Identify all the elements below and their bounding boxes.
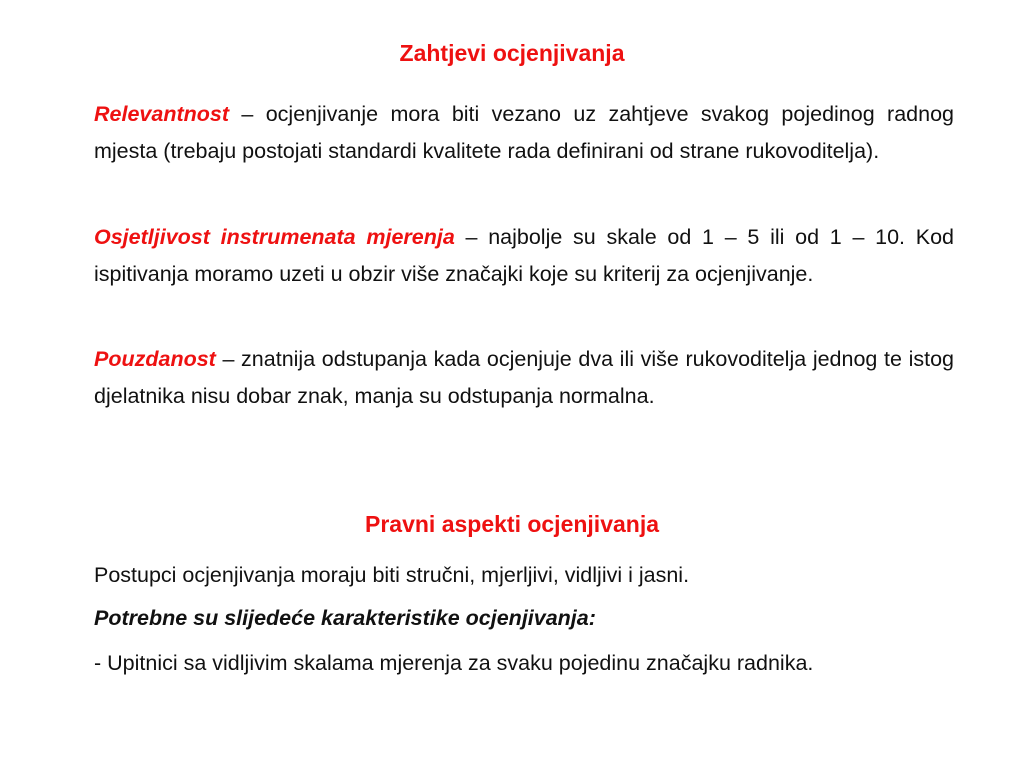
paragraph-relevance — [94, 96, 954, 170]
paragraph-questionnaire-item: - Upitnici sa vidljivim skalama mjerenja za svaku pojedinu značajku radnika. — [94, 651, 814, 675]
term-measurement-sensitivity: Osjetljivost instrumenata mjerenja — [94, 225, 455, 249]
section-title-assessment-requirements: Zahtjevi ocjenjivanja — [399, 40, 625, 66]
text-relevance: – ocjenjivanje mora biti vezano uz zahtjeve svakog pojedinog radnog mjesta (trebaju postojati standardi kvalitete rada definirani od strane rukovoditelja). — [94, 102, 954, 163]
term-reliability: Pouzdanost — [94, 347, 216, 371]
paragraph-reliability — [94, 341, 954, 415]
section-title-legal-aspects: Pravni aspekti ocjenjivanja — [364, 511, 660, 537]
paragraph-characteristics-heading: Potrebne su slijedeće karakteristike ocjenjivanja: — [94, 606, 596, 630]
paragraph-legal-intro: Postupci ocjenjivanja moraju biti stručni, mjerljivi, vidljivi i jasni. — [94, 563, 690, 587]
text-measurement-sensitivity: – najbolje su skale od 1 – 5 ili od 1 – 10. Kod ispitivanja moramo uzeti u obzir više značajki koje su kriterij za ocjenjivanje. — [94, 225, 954, 286]
paragraph-measurement-sensitivity — [94, 219, 954, 293]
text-reliability: – znatnija odstupanja kada ocjenjuje dva ili više rukovoditelja jednog te istog djelatnika nisu dobar znak, manja su odstupanja normalna. — [94, 347, 954, 408]
term-relevance: Relevantnost — [94, 102, 230, 126]
